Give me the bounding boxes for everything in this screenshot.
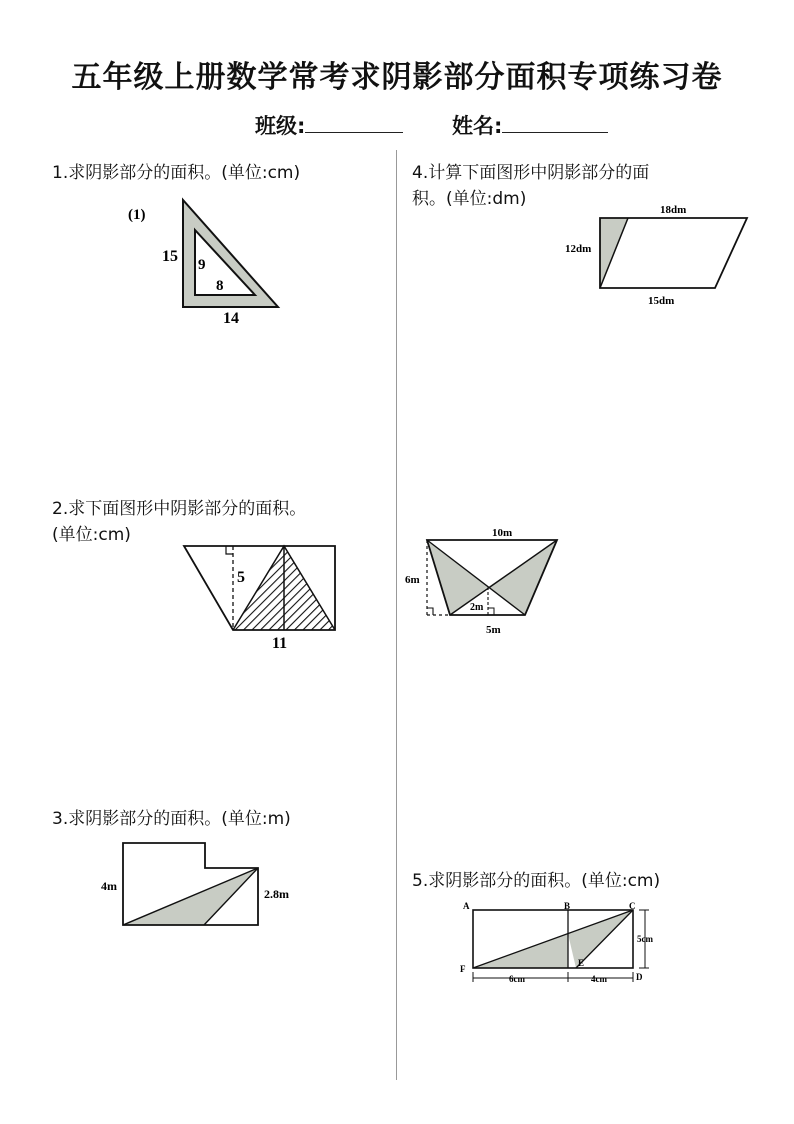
class-blank[interactable] — [305, 114, 403, 133]
question-4-figure — [560, 200, 760, 310]
q5-label-4cm: 4cm — [591, 974, 607, 984]
q3-label-4m: 4m — [101, 879, 117, 893]
q5-label-D: D — [636, 972, 643, 982]
q4b-shaded-right — [488, 540, 557, 615]
q5-label-F: F — [460, 964, 466, 974]
page-title: 五年级上册数学常考求阴影部分面积专项练习卷 — [71, 60, 723, 95]
name-field — [452, 110, 608, 140]
question-1-figure — [120, 195, 290, 330]
question-3-figure — [96, 838, 306, 933]
q5-label-C: C — [629, 901, 636, 911]
q1-label-8: 8 — [216, 278, 224, 294]
question-2-line1: 2.求下面图形中阴影部分的面积。 — [52, 499, 307, 519]
q1-shaded-frame — [183, 200, 278, 307]
class-field — [255, 110, 403, 140]
q4-label-12dm: 12dm — [565, 243, 592, 255]
question-2-figure — [180, 540, 345, 655]
q5-label-E: E — [578, 958, 585, 968]
q2-label-11: 11 — [272, 635, 288, 652]
question-3-text: 3.求阴影部分的面积。(单位:m) — [52, 809, 291, 829]
q1-label-14: 14 — [223, 310, 239, 327]
column-divider — [396, 150, 397, 1080]
q4b-label-10m: 10m — [492, 527, 513, 539]
q4b-label-2m: 2m — [470, 602, 484, 613]
q5-label-5cm: 5cm — [637, 934, 653, 944]
q1-label-15: 15 — [162, 248, 178, 265]
question-4-line1: 4.计算下面图形中阴影部分的面 — [412, 163, 650, 183]
name-label: 姓名: — [452, 114, 503, 138]
question-4-line2: 积。(单位:dm) — [412, 189, 527, 209]
question-4b-figure — [400, 522, 570, 642]
q5-label-A: A — [463, 901, 470, 911]
question-2-line2: (单位:cm) — [52, 525, 131, 545]
q3-label-2.8m: 2.8m — [264, 887, 289, 901]
class-label: 班级: — [255, 114, 306, 138]
question-1-text: 1.求阴影部分的面积。(单位:cm) — [52, 163, 301, 183]
q4-label-15dm: 15dm — [648, 295, 675, 307]
q4-label-18dm: 18dm — [660, 204, 687, 216]
q1-sub-label: (1) — [128, 207, 146, 223]
name-blank[interactable] — [502, 114, 608, 133]
question-5-text: 5.求阴影部分的面积。(单位:cm) — [412, 871, 661, 891]
q4b-label-6m: 6m — [405, 574, 420, 586]
question-5-figure — [455, 898, 665, 990]
q2-label-5: 5 — [237, 569, 245, 586]
q4b-label-5m: 5m — [486, 624, 501, 636]
q5-label-6cm: 6cm — [509, 974, 525, 984]
q5-label-B: B — [564, 901, 571, 911]
q1-label-9: 9 — [198, 257, 206, 273]
